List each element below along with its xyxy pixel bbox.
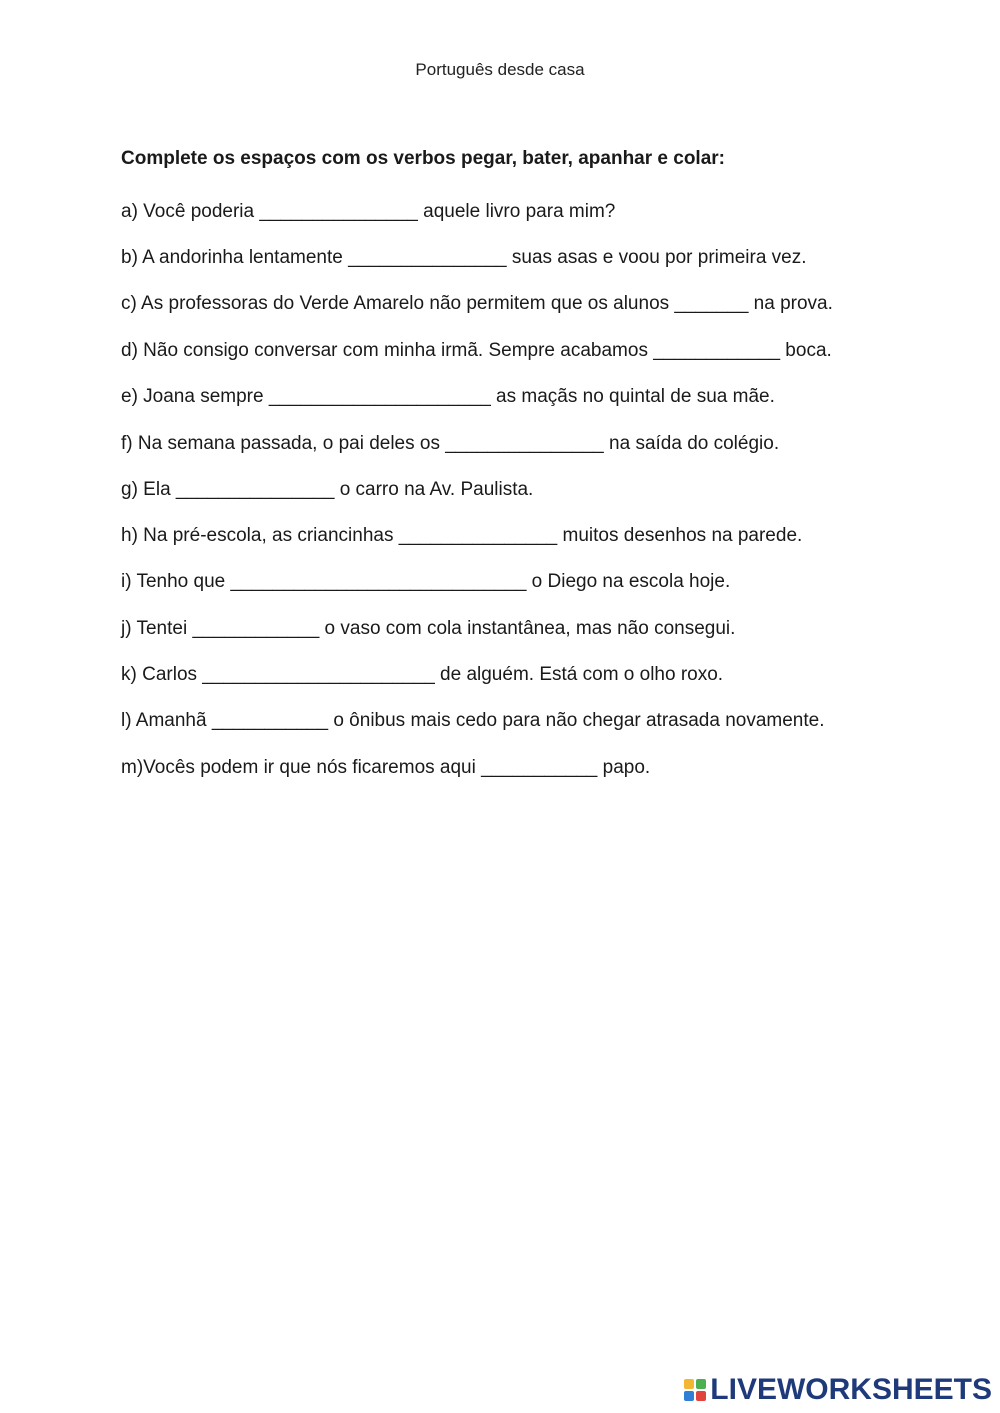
exercise-item-c: c) As professoras do Verde Amarelo não permitem que os alunos _______ na prova. — [121, 293, 833, 314]
logo-square-4 — [696, 1391, 706, 1401]
document-header: Português desde casa — [415, 60, 585, 79]
liveworksheets-brand — [684, 1373, 992, 1407]
exercise-item-l: l) Amanhã ___________ o ônibus mais cedo para não chegar atrasada novamente. — [121, 710, 825, 731]
exercise-item-j: j) Tentei ____________ o vaso com cola instantânea, mas não consegui. — [121, 618, 736, 639]
exercise-item-e: e) Joana sempre _____________________ as maçãs no quintal de sua mãe. — [121, 386, 775, 407]
logo-square-2 — [696, 1379, 706, 1389]
logo-square-3 — [684, 1391, 694, 1401]
instruction-text: Complete os espaços com os verbos pegar, bater, apanhar e colar: — [121, 148, 726, 169]
brand-text: LIVEWORKSHEETS — [710, 1373, 992, 1406]
exercise-item-i: i) Tenho que ____________________________ o Diego na escola hoje. — [121, 571, 731, 592]
exercise-item-d: d) Não consigo conversar com minha irmã. Sempre acabamos ____________ boca. — [121, 340, 832, 361]
exercise-item-m: m)Vocês podem ir que nós ficaremos aqui ___________ papo. — [121, 757, 651, 778]
exercise-item-h: h) Na pré-escola, as criancinhas _______________ muitos desenhos na parede. — [121, 525, 803, 546]
exercise-item-g: g) Ela _______________ o carro na Av. Paulista. — [121, 479, 534, 500]
exercise-item-a: a) Você poderia _______________ aquele livro para mim? — [121, 201, 616, 222]
exercise-item-b: b) A andorinha lentamente _______________ suas asas e voou por primeira vez. — [121, 247, 807, 268]
logo-square-1 — [684, 1379, 694, 1389]
exercise-item-k: k) Carlos ______________________ de alguém. Está com o olho roxo. — [121, 664, 724, 685]
liveworksheets-logo-icon — [684, 1379, 706, 1401]
exercise-item-f: f) Na semana passada, o pai deles os _______________ na saída do colégio. — [121, 433, 780, 454]
